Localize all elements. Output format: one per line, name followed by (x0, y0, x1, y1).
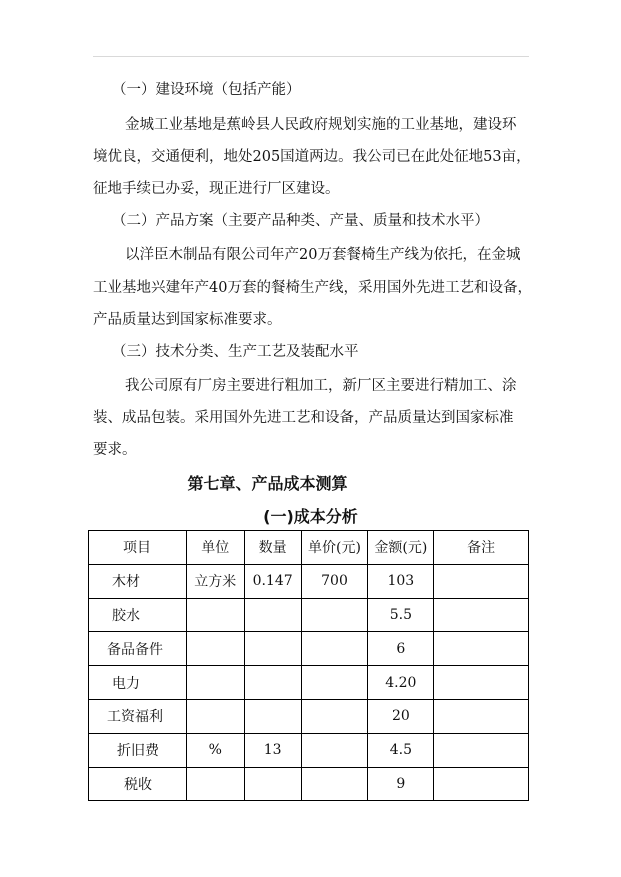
table-header-row (89, 531, 529, 565)
section-3-line-2: 装、成品包装。采用国外先进工艺和设备，产品质量达到国家标准 (93, 410, 514, 426)
cell-quantity (244, 767, 301, 801)
table-row (89, 666, 529, 700)
header-item: 项目 (89, 531, 187, 565)
cell-quantity (244, 598, 301, 632)
cell-item: 折旧费 (89, 733, 187, 767)
cell-quantity: 0.147 (244, 564, 301, 598)
cell-amount: 20 (368, 699, 434, 733)
section-3-line-1: 我公司原有厂房主要进行粗加工，新厂区主要进行精加工、涂 (125, 378, 517, 394)
section-3-line-3: 要求。 (93, 442, 137, 458)
cell-unit (186, 699, 244, 733)
cell-item: 备品备件 (89, 632, 187, 666)
cell-item: 电力 (89, 666, 187, 700)
cell-remarks (434, 666, 529, 700)
section-1-line-2: 境优良，交通便利，地处205国道两边。我公司已在此处征地53亩， (93, 149, 531, 165)
cell-unit-price (301, 767, 368, 801)
table-row (89, 632, 529, 666)
section-1-line-1: 金城工业基地是蕉岭县人民政府规划实施的工业基地，建设环 (125, 117, 517, 133)
cost-table (88, 530, 529, 801)
cell-item: 胶水 (89, 598, 187, 632)
cell-unit-price (301, 733, 368, 767)
cell-quantity: 13 (244, 733, 301, 767)
chapter-title: 第七章、产品成本测算 (187, 474, 348, 493)
cell-remarks (434, 699, 529, 733)
cell-unit: 立方米 (186, 564, 244, 598)
table-row (89, 733, 529, 767)
cell-unit-price (301, 666, 368, 700)
header-quantity: 数量 (244, 531, 301, 565)
header-unit: 单位 (186, 531, 244, 565)
cell-item: 工资福利 (89, 699, 187, 733)
cell-unit (186, 632, 244, 666)
section-2-heading: （二）产品方案（主要产品种类、产量、质量和技术水平） (112, 213, 489, 229)
cell-amount: 103 (368, 564, 434, 598)
table-row (89, 699, 529, 733)
cell-unit-price (301, 632, 368, 666)
cell-quantity (244, 666, 301, 700)
cell-unit-price: 700 (301, 564, 368, 598)
cell-item: 木材 (89, 564, 187, 598)
cell-remarks (434, 632, 529, 666)
section-2-line-1: 以洋臣木制品有限公司年产20万套餐椅生产线为依托，在金城 (125, 247, 521, 263)
cell-unit (186, 666, 244, 700)
cell-amount: 4.20 (368, 666, 434, 700)
cell-unit (186, 767, 244, 801)
cell-remarks (434, 564, 529, 598)
table-row (89, 767, 529, 801)
section-2-line-2: 工业基地兴建年产40万套的餐椅生产线，采用国外先进工艺和设备， (93, 280, 532, 296)
cell-remarks (434, 598, 529, 632)
cell-quantity (244, 699, 301, 733)
table-row (89, 598, 529, 632)
cell-amount: 5.5 (368, 598, 434, 632)
header-rule (93, 56, 529, 57)
cell-quantity (244, 632, 301, 666)
table-row (89, 564, 529, 598)
section-2-line-3: 产品质量达到国家标准要求。 (93, 312, 282, 328)
section-1-heading: （一）建设环境（包括产能） (112, 82, 301, 98)
cell-remarks (434, 767, 529, 801)
cell-amount: 4.5 (368, 733, 434, 767)
cell-unit (186, 598, 244, 632)
cell-amount: 9 (368, 767, 434, 801)
table-title: (一)成本分析 (263, 507, 358, 526)
cell-unit-price (301, 699, 368, 733)
cell-amount: 6 (368, 632, 434, 666)
cell-unit-price (301, 598, 368, 632)
cell-remarks (434, 733, 529, 767)
cell-item: 税收 (89, 767, 187, 801)
section-3-heading: （三）技术分类、生产工艺及装配水平 (112, 344, 359, 360)
header-remarks: 备注 (434, 531, 529, 565)
header-unit-price: 单价(元) (301, 531, 368, 565)
section-1-line-3: 征地手续已办妥，现正进行厂区建设。 (93, 181, 340, 197)
header-amount: 金额(元) (368, 531, 434, 565)
cell-unit: % (186, 733, 244, 767)
